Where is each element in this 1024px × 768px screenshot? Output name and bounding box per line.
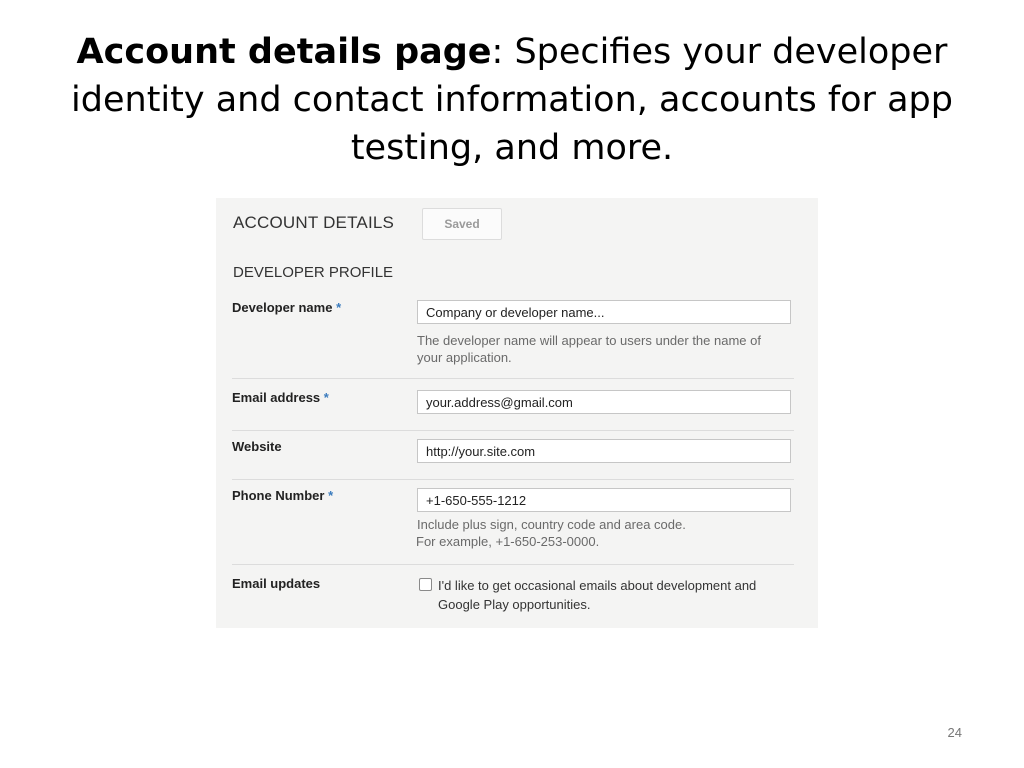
email-row [232,390,794,431]
developer-name-label-text: Developer name [232,300,333,315]
email-label [232,390,329,405]
developer-name-help: The developer name will appear to users under the name of your application. [417,333,761,365]
slide-heading-text: : Specifies your developer identity and contact information, accounts for app testing, and more. [71,32,953,168]
website-label: Website [232,439,282,454]
slide-heading [40,28,984,172]
developer-name-label [232,300,341,315]
email-updates-label: Email updates [232,576,321,591]
phone-label [232,488,333,503]
account-details-panel [216,198,818,628]
account-details-title: ACCOUNT DETAILS [233,213,395,232]
website-input[interactable] [417,439,791,463]
saved-button[interactable]: Saved [422,208,502,240]
phone-label-text: Phone Number [232,488,325,503]
phone-help-line2: For example, +1-650-253-0000. [416,534,600,549]
page-number: 24 [947,725,962,740]
slide-heading-bold: Account details page [76,32,492,72]
required-star: * [336,300,342,315]
developer-name-row [232,300,794,379]
required-star: * [323,390,329,405]
email-updates-checkbox-label[interactable]: I'd like to get occasional emails about development and Google Play opportunities. [438,578,757,612]
phone-row [232,488,794,565]
email-updates-checkbox[interactable] [419,578,432,591]
email-input[interactable] [417,390,791,414]
email-label-text: Email address [232,390,321,405]
developer-name-input[interactable] [417,300,791,324]
required-star: * [328,488,334,503]
email-updates-row [232,576,794,620]
phone-help-line1: Include plus sign, country code and area code. [417,517,686,532]
phone-input[interactable] [417,488,791,512]
developer-profile-heading: DEVELOPER PROFILE [233,264,394,281]
website-row [232,439,794,480]
